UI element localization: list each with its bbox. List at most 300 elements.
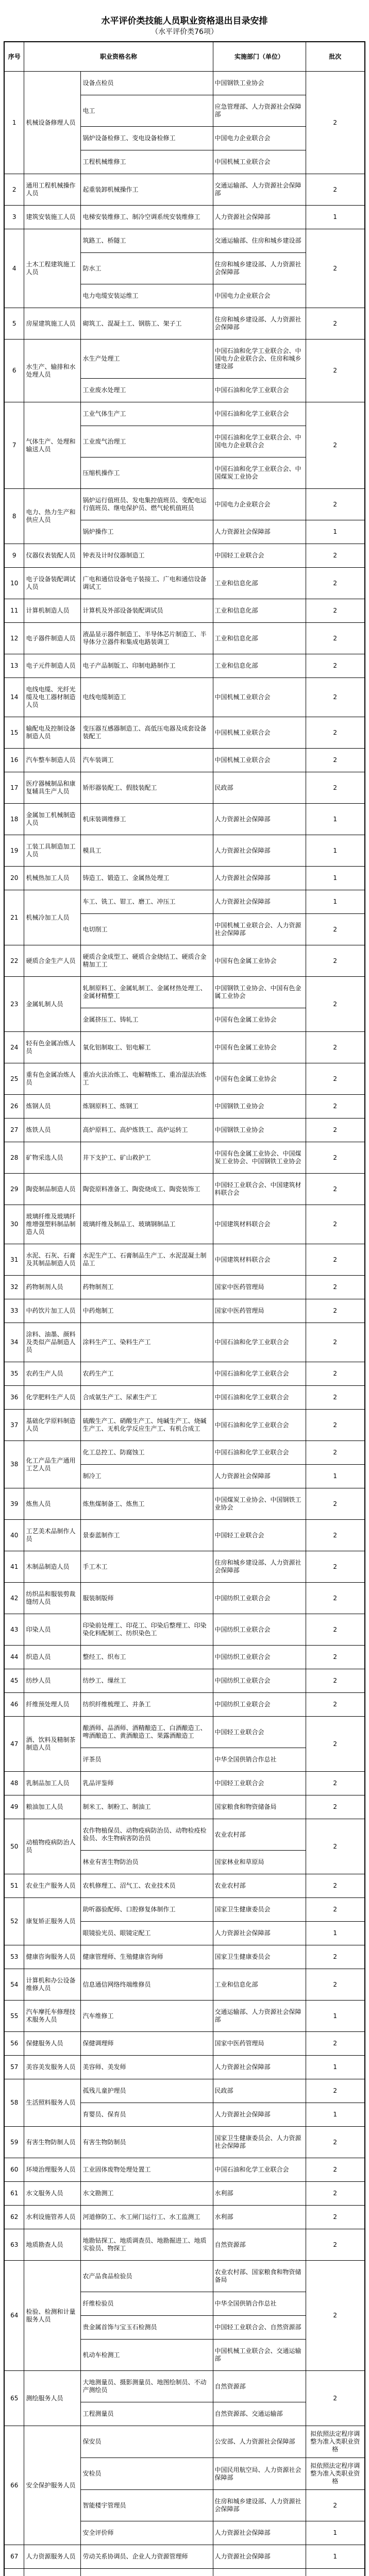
department-cell: 国家中医药管理局 [213, 2032, 306, 2056]
department-cell: 中华全国供销合作总社 [213, 1748, 306, 1772]
batch-cell: 2 [306, 402, 365, 489]
row-number-cell: 51 [4, 1874, 24, 1898]
qualification-name-cell: 金属挤压工、铸轧工 [81, 1008, 213, 1032]
row-number-cell: 60 [4, 2158, 24, 2182]
batch-cell: 2 [306, 1874, 365, 1898]
qualification-name-cell: 大地测量员、摄影测量员、地图绘制员、不动产测绘员 [81, 2371, 213, 2402]
category-cell: 炼焦人员 [24, 1488, 81, 1520]
table-row [4, 206, 365, 229]
table-row [4, 1118, 365, 1142]
department-cell: 应急管理部、人力资源社会保障部 [213, 95, 306, 127]
batch-cell: 1 [306, 835, 365, 867]
department-cell: 人力资源社会保障部 [213, 1922, 306, 1945]
row-number-cell: 46 [4, 1693, 24, 1717]
table-row [4, 2229, 365, 2261]
row-number-cell: 64 [4, 2261, 24, 2371]
row-number-cell: 54 [4, 1969, 24, 2001]
batch-cell: 2 [306, 340, 365, 402]
department-cell: 人力资源社会保障部 [213, 2521, 306, 2545]
row-number-cell: 41 [4, 1551, 24, 1583]
row-number-cell: 18 [4, 804, 24, 835]
batch-cell: 1 [306, 2056, 365, 2079]
table-row [4, 867, 365, 890]
row-number-cell: 10 [4, 568, 24, 599]
department-cell: 人力资源社会保障部 [213, 835, 306, 867]
department-cell: 中国机械工业联合会 [213, 678, 306, 717]
batch-cell: 2 [306, 308, 365, 340]
department-cell: 中国石油和化学工业联合会 [213, 1362, 306, 1386]
batch-cell: 2 [306, 2127, 365, 2158]
category-cell: 金属加工机械制造人员 [24, 804, 81, 835]
qualification-name-cell: 炼钢原料工、炼钢工 [81, 1095, 213, 1118]
qualification-name-cell: 电切削工 [81, 914, 213, 945]
department-cell [213, 2569, 306, 2576]
department-cell: 中国电力企业联合会 [213, 127, 306, 150]
qualification-name-cell: 工业废气治理工 [81, 426, 213, 457]
category-cell: 医疗器械制品和康复辅具生产人员 [24, 772, 81, 804]
batch-cell: 2 [306, 1772, 365, 1795]
category-cell: 土木工程建筑施工人员 [24, 229, 81, 308]
qualification-name-cell: 设备点检员 [81, 72, 213, 95]
qualification-name-cell: 广电和通信设备电子装接工、广电和通信设备调试工 [81, 568, 213, 599]
table-row [4, 1551, 365, 1583]
table-row [4, 308, 365, 340]
batch-cell: 2 [306, 1898, 365, 1922]
department-cell: 中国机械工业联合会 [213, 717, 306, 749]
department-cell: 中国石油和化学工业联合会、中国电力企业联合会 [213, 426, 306, 457]
row-number-cell: 40 [4, 1520, 24, 1551]
qualification-name-cell: 工程机械维修工 [81, 150, 213, 174]
batch-cell: 1 [306, 867, 365, 890]
department-cell: 中国石油和化学工业联合会 [213, 2158, 306, 2182]
department-cell: 交通运输部、住房和城乡建设部 [213, 229, 306, 253]
row-number-cell: 30 [4, 1205, 24, 1244]
department-cell: 人力资源社会保障部 [213, 890, 306, 914]
qualification-name-cell: 液晶显示器件制造工、半导体芯片制造工、半导体分立器件和集成电路装调工 [81, 623, 213, 654]
department-cell: 人力资源社会保障部 [213, 520, 306, 544]
table-row [4, 2569, 365, 2576]
category-cell: 保健服务人员 [24, 2032, 81, 2056]
batch-cell: 1 [306, 520, 365, 544]
row-number-cell: 49 [4, 1795, 24, 1819]
table-row [4, 1795, 365, 1819]
qualification-name-cell: 硬质合金成型工、硬质合金烧结工、硬质合金精加工工 [81, 945, 213, 977]
batch-cell: 2 [306, 1362, 365, 1386]
table-row [4, 1717, 365, 1748]
row-number-cell: 6 [4, 340, 24, 402]
qualification-name-cell: 重冶火法冶炼工、电解精炼工、重冶湿法冶炼工 [81, 1063, 213, 1095]
row-number-cell: 11 [4, 599, 24, 623]
department-cell: 民政部 [213, 772, 306, 804]
category-cell [24, 2569, 81, 2576]
batch-cell: 1 [306, 2103, 365, 2127]
row-number-cell: 32 [4, 1276, 24, 1299]
qualification-name-cell: 车工、铣工、钳工、磨工、冲压工 [81, 890, 213, 914]
batch-cell: 1 [306, 1922, 365, 1945]
category-cell: 机械设备修理人员 [24, 72, 81, 174]
qualification-name-cell: 工业固体废物处理处置工 [81, 2158, 213, 2182]
row-number-cell: 47 [4, 1717, 24, 1772]
qualification-name-cell: 工业废水处理工 [81, 379, 213, 402]
batch-cell: 2 [306, 1693, 365, 1717]
category-cell: 机械热加工人员 [24, 867, 81, 890]
batch-cell [306, 2569, 365, 2576]
department-cell: 中国纺织工业联合会 [213, 1669, 306, 1693]
row-number-cell: 19 [4, 835, 24, 867]
department-cell: 中国电力企业联合会 [213, 284, 306, 308]
qualification-name-cell: 贵金属首饰与宝玉石检测员 [81, 2316, 213, 2340]
row-number-cell: 1 [4, 72, 24, 174]
row-number-cell: 9 [4, 544, 24, 568]
department-cell: 中国轻工业联合会 [213, 1772, 306, 1795]
row-number-cell: 39 [4, 1488, 24, 1520]
department-cell: 国家卫生健康委员会 [213, 1945, 306, 1969]
qualification-name-cell: 锅炉运行值班员、发电集控值班员、变配电运行值班员、继电保护员、燃气轮机值班员 [81, 489, 213, 520]
qualification-name-cell: 电线电缆制造工 [81, 678, 213, 717]
table-row [4, 2158, 365, 2182]
table-row [4, 749, 365, 772]
qualification-exit-catalog-table [4, 41, 365, 2576]
department-cell: 中国机械工业联合会 [213, 150, 306, 174]
row-number-cell: 67 [4, 2545, 24, 2569]
row-number-cell: 14 [4, 678, 24, 717]
department-cell: 自然资源部 [213, 2371, 306, 2402]
batch-cell: 2 [306, 1488, 365, 1520]
batch-cell: 2 [306, 1205, 365, 1244]
table-row [4, 1441, 365, 1465]
batch-cell: 2 [306, 772, 365, 804]
qualification-name-cell: 变压器互感器制造工、高低压电器及成套设备装配工 [81, 717, 213, 749]
row-number-cell: 23 [4, 977, 24, 1032]
row-number-cell: 31 [4, 1244, 24, 1276]
batch-cell: 2 [306, 1819, 365, 1874]
department-cell: 人力资源社会保障部 [213, 1465, 306, 1488]
table-row [4, 1520, 365, 1551]
category-cell: 炼铁人员 [24, 1118, 81, 1142]
table-row [4, 945, 365, 977]
row-number-cell: 65 [4, 2371, 24, 2426]
row-number-cell: 59 [4, 2127, 24, 2158]
table-row [4, 890, 365, 914]
qualification-name-cell: 高炉原料工、高炉炼铁工、高炉运转工 [81, 1118, 213, 1142]
batch-cell: 2 [306, 678, 365, 717]
batch-cell: 2 [306, 1795, 365, 1819]
category-cell: 水利设施管养人员 [24, 2206, 81, 2229]
department-cell: 国家卫生健康委员会 [213, 1898, 306, 1922]
table-row [4, 1898, 365, 1922]
qualification-name-cell: 智能楼宇管理员 [81, 2490, 213, 2521]
batch-cell: 2 [306, 2261, 365, 2371]
table-row [4, 1693, 365, 1717]
category-cell: 安全保护服务人员 [24, 2426, 81, 2545]
category-cell: 环境治理服务人员 [24, 2158, 81, 2182]
table-row [4, 1174, 365, 1205]
batch-cell: 2 [306, 1118, 365, 1142]
table-row [4, 1299, 365, 1323]
row-number-cell: 48 [4, 1772, 24, 1795]
batch-cell: 2 [306, 1410, 365, 1441]
batch-cell: 2 [306, 1244, 365, 1276]
department-cell: 中国轻工业联合会、自然资源部 [213, 2316, 306, 2340]
category-cell: 印染人员 [24, 1614, 81, 1646]
batch-cell: 2 [306, 1717, 365, 1772]
table-row [4, 489, 365, 520]
table-row [4, 1142, 365, 1174]
batch-cell: 2 [306, 1142, 365, 1174]
category-cell: 电力、热力生产和供应人员 [24, 489, 81, 544]
table-row [4, 2182, 365, 2206]
qualification-name-cell: 纤维检验员 [81, 2292, 213, 2316]
row-number-cell: 55 [4, 2001, 24, 2032]
qualification-name-cell: 孤残儿童护理员 [81, 2079, 213, 2103]
department-cell: 中国钢铁工业协会 [213, 72, 306, 95]
department-cell: 中国纺织工业联合会 [213, 1614, 306, 1646]
table-row [4, 1772, 365, 1795]
category-cell: 动植物疫病防治人员 [24, 1819, 81, 1874]
row-number-cell: 58 [4, 2079, 24, 2127]
category-cell: 计算机制造人员 [24, 599, 81, 623]
table-row [4, 1614, 365, 1646]
category-cell: 汽车整车制造人员 [24, 749, 81, 772]
table-row [4, 568, 365, 599]
department-cell: 工业和信息化部 [213, 623, 306, 654]
qualification-name-cell: 农药生产工 [81, 1362, 213, 1386]
department-cell: 中国机械工业联合会、交通运输部 [213, 2340, 306, 2371]
qualification-name-cell: 压缩机操作工 [81, 457, 213, 489]
table-row [4, 544, 365, 568]
department-cell: 中国有色金属工业协会 [213, 1032, 306, 1063]
category-cell: 通用工程机械操作人员 [24, 174, 81, 206]
department-cell: 中国有色金属工业协会 [213, 1008, 306, 1032]
table-row [4, 1819, 365, 1851]
row-number-cell: 45 [4, 1669, 24, 1693]
department-cell: 中国有色金属工业协会 [213, 945, 306, 977]
qualification-name-cell: 农作物植保员、动物疫病防治员、动物检疫检验员、水生物病害防治员 [81, 1819, 213, 1851]
batch-cell: 2 [306, 977, 365, 1032]
batch-cell: 1 [306, 2545, 365, 2569]
department-cell: 中国机械工业联合会、人力资源社会保障部 [213, 914, 306, 945]
department-cell: 农业农村部、国家粮食和物资储备局 [213, 2261, 306, 2292]
qualification-name-cell: 健康管理师、生殖健康咨询师 [81, 1945, 213, 1969]
batch-cell: 2 [306, 1032, 365, 1063]
qualification-name-cell: 电力电缆安装运维工 [81, 284, 213, 308]
category-cell: 健康咨询服务人员 [24, 1945, 81, 1969]
department-cell: 农业农村部 [213, 1874, 306, 1898]
batch-cell: 1 [306, 804, 365, 835]
department-cell: 国家粮食和物资储备局 [213, 1795, 306, 1819]
qualification-name-cell: 模具工 [81, 835, 213, 867]
category-cell: 药物制剂人员 [24, 1276, 81, 1299]
batch-cell: 1 [306, 2521, 365, 2545]
qualification-name-cell: 电工 [81, 95, 213, 127]
batch-cell: 2 [306, 1323, 365, 1362]
qualification-name-cell: 钟表及计时仪器制造工 [81, 544, 213, 568]
row-number-cell: 12 [4, 623, 24, 654]
row-number-cell: 43 [4, 1614, 24, 1646]
table-row [4, 2426, 365, 2458]
table-row [4, 2001, 365, 2032]
department-cell: 中国煤炭工业协会、中国钢铁工业协会 [213, 1488, 306, 1520]
table-row [4, 1276, 365, 1299]
department-cell: 中国石油和化学工业联合会 [213, 1386, 306, 1410]
category-cell: 乳制品加工人员 [24, 1772, 81, 1795]
batch-cell: 2 [306, 717, 365, 749]
category-cell: 农药生产人员 [24, 1362, 81, 1386]
department-cell: 国家中医药管理局 [213, 1299, 306, 1323]
batch-cell: 2 [306, 1174, 365, 1205]
qualification-name-cell: 手工木工 [81, 1551, 213, 1583]
batch-cell: 1 [306, 2001, 365, 2032]
category-cell: 水文服务人员 [24, 2182, 81, 2206]
qualification-name-cell: 井下支护工、矿山救护工 [81, 1142, 213, 1174]
category-cell: 化学肥料生产人员 [24, 1386, 81, 1410]
batch-cell: 1 [306, 1465, 365, 1488]
batch-cell: 2 [306, 2158, 365, 2182]
table-row [4, 2371, 365, 2402]
category-cell: 陶瓷制品制造人员 [24, 1174, 81, 1205]
table-row [4, 1488, 365, 1520]
department-cell: 中国机械工业联合会 [213, 749, 306, 772]
row-number-cell: 8 [4, 489, 24, 544]
department-cell: 中国钢铁工业协会 [213, 1095, 306, 1118]
qualification-name-cell: 合成氨生产工、尿素生产工 [81, 1386, 213, 1410]
table-row [4, 2206, 365, 2229]
row-number-cell: 26 [4, 1095, 24, 1118]
qualification-name-cell: 林业有害生物防治员 [81, 1851, 213, 1874]
department-cell: 人力资源社会保障部 [213, 804, 306, 835]
category-cell: 化工产品生产通用工艺人员 [24, 1441, 81, 1488]
category-cell: 织造人员 [24, 1646, 81, 1669]
category-cell: 农业生产服务人员 [24, 1874, 81, 1898]
qualification-name-cell: 安检员 [81, 2458, 213, 2490]
row-number-cell: 29 [4, 1174, 24, 1205]
row-number-cell: 62 [4, 2206, 24, 2229]
department-cell: 住房和城乡建设部、人力资源社会保障部 [213, 2490, 306, 2521]
batch-cell: 2 [306, 914, 365, 945]
row-number-cell: 33 [4, 1299, 24, 1323]
table-row [4, 623, 365, 654]
table-row [4, 2079, 365, 2103]
row-number-cell: 52 [4, 1898, 24, 1945]
row-number-cell: 42 [4, 1583, 24, 1614]
row-number-cell: 63 [4, 2229, 24, 2261]
qualification-name-cell: 砌筑工、混凝土工、钢筋工、架子工 [81, 308, 213, 340]
category-cell: 电线电缆、光纤光缆及电工器材制造人员 [24, 678, 81, 717]
qualification-name-cell: 机动车检测工 [81, 2340, 213, 2371]
qualification-name-cell: 玻璃纤维及制品工、玻璃钢制品工 [81, 1205, 213, 1244]
batch-cell: 2 [306, 1276, 365, 1299]
category-cell: 汽车摩托车修理技术服务人员 [24, 2001, 81, 2032]
row-number-cell: 3 [4, 206, 24, 229]
qualification-name-cell: 工程测量员 [81, 2402, 213, 2426]
department-cell: 中国钢铁工业协会、中国有色金属工业协会 [213, 977, 306, 1008]
table-row [4, 1244, 365, 1276]
category-cell: 基础化学原料制造人员 [24, 1410, 81, 1441]
qualification-name-cell: 保健调理师 [81, 2032, 213, 2056]
department-cell: 中国石油和化学工业联合会 [213, 379, 306, 402]
batch-cell: 2 [306, 1520, 365, 1551]
department-cell: 水利部 [213, 2182, 306, 2206]
qualification-name-cell: 硫酸生产工、硝酸生产工、纯碱生产工、烧碱生产工、无机化学反应生产工、有机合成工 [81, 1410, 213, 1441]
department-cell: 中国纺织工业联合会 [213, 1693, 306, 1717]
category-cell: 涂料、油墨、颜料及类似产品制造人员 [24, 1323, 81, 1362]
qualification-name-cell: 农机修理工、沼气工、农业技术员 [81, 1874, 213, 1898]
qualification-name-cell: 化工总控工、防腐蚀工 [81, 1441, 213, 1465]
page-title: 水平评价类技能人员职业资格退出目录安排 [0, 15, 369, 27]
qualification-name-cell [81, 2569, 213, 2576]
qualification-name-cell: 矫形器装配工、假肢装配工 [81, 772, 213, 804]
qualification-name-cell: 中药炮制工 [81, 1299, 213, 1323]
qualification-name-cell: 劳动关系协调员、企业人力资源管理师 [81, 2545, 213, 2569]
batch-cell: 2 [306, 599, 365, 623]
row-number-cell: 61 [4, 2182, 24, 2206]
category-cell: 工装工具制造加工人员 [24, 835, 81, 867]
batch-cell: 2 [306, 2079, 365, 2103]
qualification-name-cell: 评茶员 [81, 1748, 213, 1772]
column-header-department: 实施部门（单位） [213, 42, 306, 72]
qualification-name-cell: 纺织纤维梳理工、并条工 [81, 1693, 213, 1717]
qualification-name-cell: 汽车装调工 [81, 749, 213, 772]
row-number-cell: 35 [4, 1362, 24, 1386]
batch-cell: 2 [306, 1551, 365, 1583]
department-cell: 国家中医药管理局 [213, 1276, 306, 1299]
row-number-cell: 37 [4, 1410, 24, 1441]
department-cell: 中国石油和化学工业联合会 [213, 402, 306, 426]
category-cell: 检验、检测和计量服务人员 [24, 2261, 81, 2371]
category-cell: 生活照料服务人员 [24, 2079, 81, 2127]
qualification-name-cell: 陶瓷原料准备工、陶瓷烧成工、陶瓷装饰工 [81, 1174, 213, 1205]
department-cell: 自然资源部 [213, 2229, 306, 2261]
batch-cell: 2 [306, 2182, 365, 2206]
table-row [4, 1583, 365, 1614]
qualification-name-cell: 计算机及外部设备装配调试员 [81, 599, 213, 623]
category-cell: 电子设备装配调试人员 [24, 568, 81, 599]
table-row [4, 835, 365, 867]
table-row [4, 2127, 365, 2158]
batch-cell: 2 [306, 2206, 365, 2229]
table-row [4, 1410, 365, 1441]
department-cell: 交通运输部、人力资源社会保障部 [213, 174, 306, 206]
table-row [4, 977, 365, 1008]
department-cell: 中国石油和化学工业联合会 [213, 1323, 306, 1362]
qualification-name-cell: 育婴员、保育员 [81, 2103, 213, 2127]
table-row [4, 1646, 365, 1669]
batch-cell: 2 [306, 945, 365, 977]
batch-cell: 2 [306, 2490, 365, 2521]
qualification-name-cell: 汽车维修工 [81, 2001, 213, 2032]
row-number-cell: 44 [4, 1646, 24, 1669]
category-cell: 水泥、石灰、石膏及其制品制造人员 [24, 1244, 81, 1276]
category-cell: 电子元件制造人员 [24, 654, 81, 678]
batch-cell: 2 [306, 1945, 365, 1969]
batch-cell: 2 [306, 2032, 365, 2056]
department-cell: 水利部 [213, 2206, 306, 2229]
department-cell: 工业和信息化部 [213, 654, 306, 678]
department-cell: 中国石油和化学工业联合会 [213, 1441, 306, 1465]
table-row [4, 2056, 365, 2079]
batch-cell: 2 [306, 749, 365, 772]
row-number-cell: 28 [4, 1142, 24, 1174]
table-row [4, 1362, 365, 1386]
qualification-name-cell: 保安员 [81, 2426, 213, 2458]
category-cell: 轻有色金属冶炼人员 [24, 1032, 81, 1063]
batch-cell: 2 [306, 544, 365, 568]
category-cell: 纺织品和服装剪裁缝纫人员 [24, 1583, 81, 1614]
table-row [4, 229, 365, 253]
category-cell: 测绘服务人员 [24, 2371, 81, 2426]
row-number-cell: 24 [4, 1032, 24, 1063]
category-cell: 矿物采选人员 [24, 1142, 81, 1174]
